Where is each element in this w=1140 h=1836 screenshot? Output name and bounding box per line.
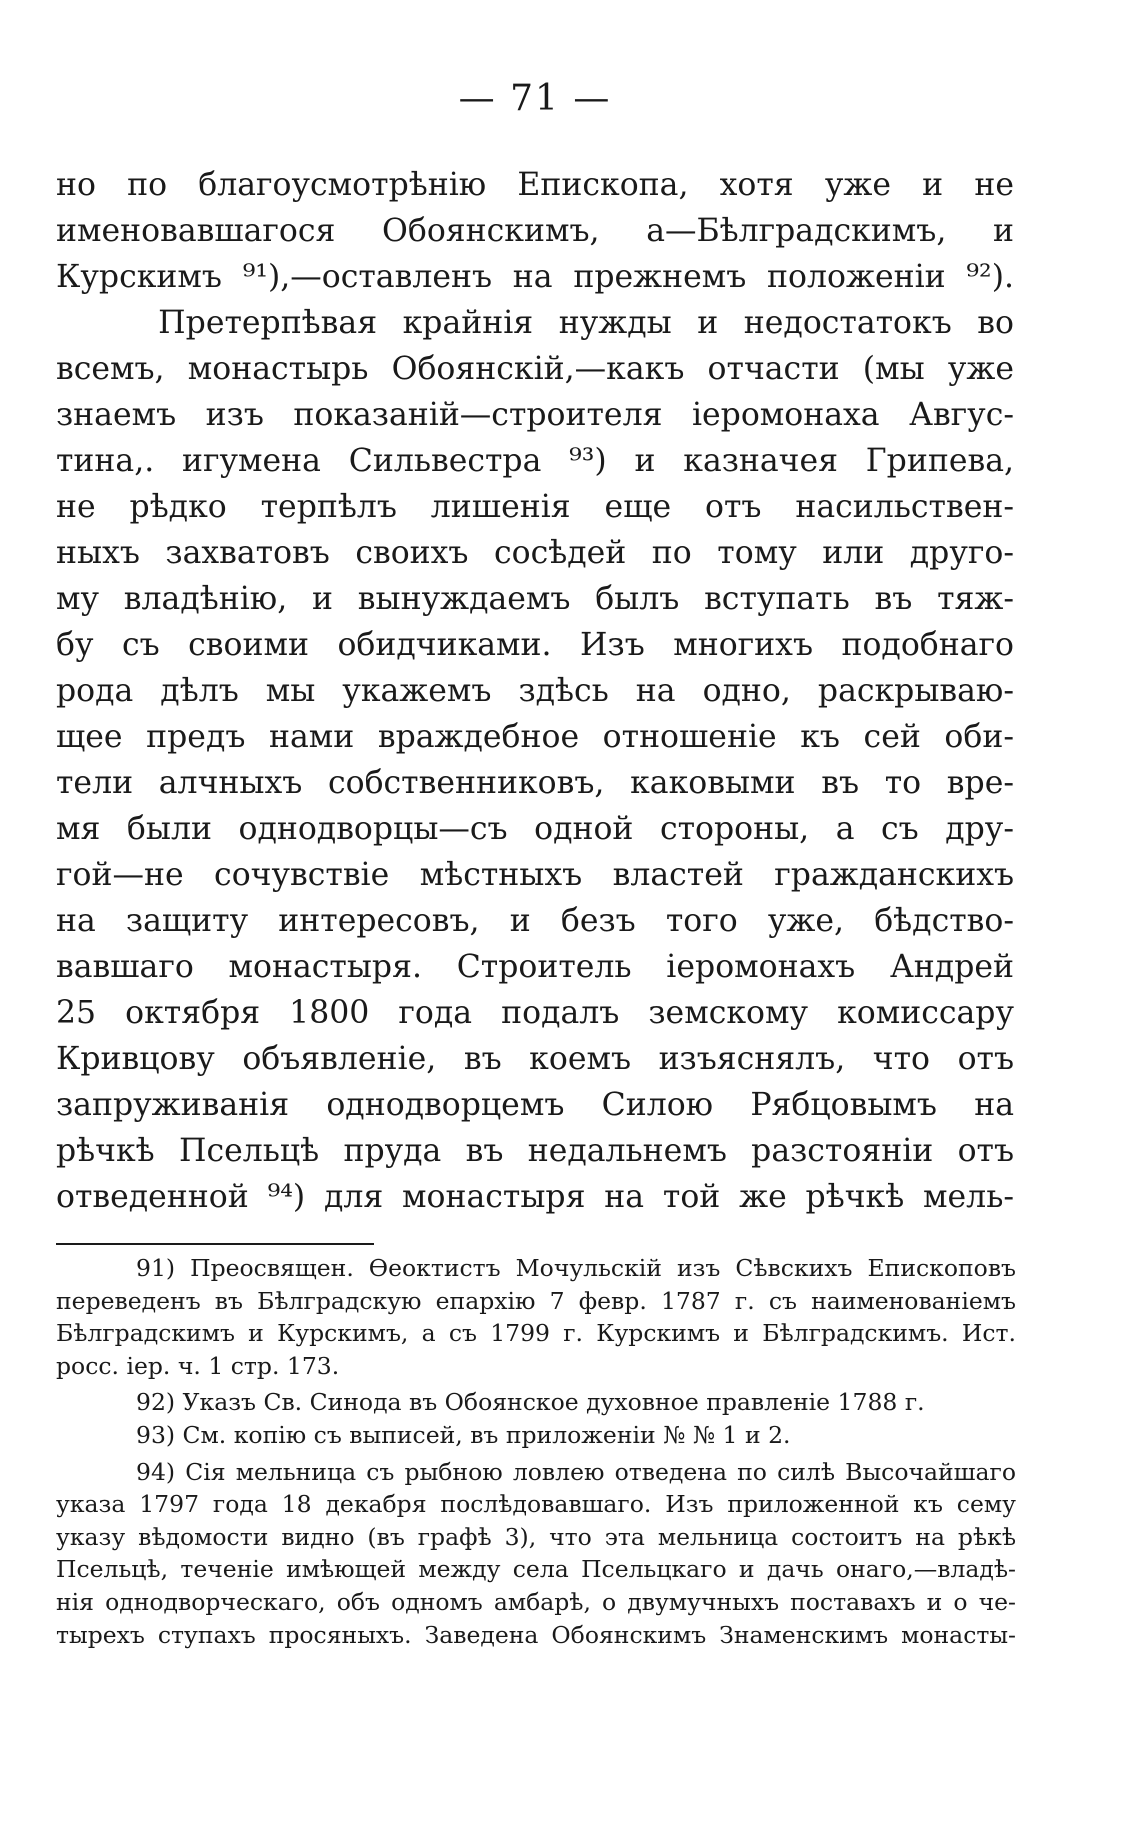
footnote-line: тырехъ ступахъ просяныхъ. Заведена Обоянскимъ Знаменскимъ монасты- [56,1620,1016,1649]
main-text [56,162,1014,1220]
footnote-line: Псельцѣ, теченіе имѣющей между села Псельцкаго и дачь онаго,—владѣ- [56,1555,1016,1584]
footnote-line: 91) Преосвящен. Ѳеоктистъ Мочульскій изъ Сѣвскихъ Епископовъ [136,1254,1016,1282]
text-line: му владѣнію, и вынуждаемъ былъ вступать въ тяж- [56,581,1014,617]
footnote-line: указа 1797 года 18 декабря послѣдовавшаго. Изъ приложенной къ сему [56,1490,1016,1519]
footnote-line: росс. іер. ч. 1 стр. 173. [56,1351,340,1380]
text-line: не рѣдко терпѣлъ лишенія еще отъ насильствен- [56,489,1014,525]
text-line: Кривцову объявленіе, въ коемъ изъяснялъ, что отъ [56,1041,1014,1077]
text-line: гой—не сочувствіе мѣстныхъ властей гражданскихъ [56,857,1014,893]
text-line: знаемъ изъ показаній—строителя іеромонаха Авгус- [56,397,1014,433]
text-line: вавшаго монастыря. Строитель іеромонахъ Андрей [56,949,1014,985]
footnote-92: 92) Указъ Св. Синода въ Обоянское духовное правленіе 1788 г. [136,1388,925,1417]
footnotes [56,1252,1016,1651]
text-line: на защиту интересовъ, и безъ того уже, бѣдство- [56,903,1014,939]
footnote-91 [56,1252,1016,1382]
text-line: Претерпѣвая крайнія нужды и недостатокъ во [56,305,1014,341]
footnote-line: 94) Сія мельница съ рыбною ловлею отведена по силѣ Высочайшаго [136,1457,1016,1486]
text-line: рѣчкѣ Псельцѣ пруда въ недальнемъ разстояніи отъ [56,1133,1014,1169]
page-number: — 71 — [458,78,612,119]
text-line: ныхъ захватовъ своихъ сосѣдей по тому или друго- [56,535,1014,571]
text-line: запруживанія однодворцемъ Силою Рябцовымъ на [56,1087,1014,1123]
text-line: Курскимъ ⁹¹),—оставленъ на прежнемъ положеніи ⁹²). [56,259,1014,295]
footnote-line: указу вѣдомости видно (въ графѣ 3), что эта мельница состоитъ на рѣкѣ [56,1522,1016,1551]
text-line: именовавшагося Обоянскимъ, а—Бѣлградскимъ, и [56,213,1014,249]
text-line: щее предъ нами враждебное отношеніе къ сей оби- [56,719,1014,755]
text-line: мя были однодворцы—съ одной стороны, а съ дру- [56,811,1014,847]
text-line: но по благоусмотрѣнію Епископа, хотя уже и не [56,167,1014,203]
footnote-94 [56,1456,1016,1652]
text-line: тина,. игумена Сильвестра ⁹³) и казначея Грипева, [56,443,1014,479]
footnote-line: переведенъ въ Бѣлградскую епархію 7 февр. 1787 г. съ наименованіемъ [56,1286,1016,1315]
text-line: отведенной ⁹⁴) для монастыря на той же рѣчкѣ мель- [56,1179,1014,1215]
text-line: всемъ, монастырь Обоянскій,—какъ отчасти (мы уже [56,351,1014,387]
text-line: тели алчныхъ собственниковъ, каковыми въ то вре- [56,765,1014,801]
footnote-line: Бѣлградскимъ и Курскимъ, а съ 1799 г. Курскимъ и Бѣлградскимъ. Ист. [56,1319,1016,1348]
footnote-divider [56,1243,374,1245]
footnote-line: нія однодворческаго, объ одномъ амбарѣ, о двумучныхъ поставахъ и о че- [56,1587,1016,1616]
text-line: бу съ своими обидчиками. Изъ многихъ подобнаго [56,627,1014,663]
text-line: рода дѣлъ мы укажемъ здѣсь на одно, раскрываю- [56,673,1014,709]
text-line: 25 октября 1800 года подалъ земскому комиссару [56,995,1014,1031]
footnote-93: 93) См. копію съ выписей, въ приложеніи № № 1 и 2. [136,1420,791,1449]
